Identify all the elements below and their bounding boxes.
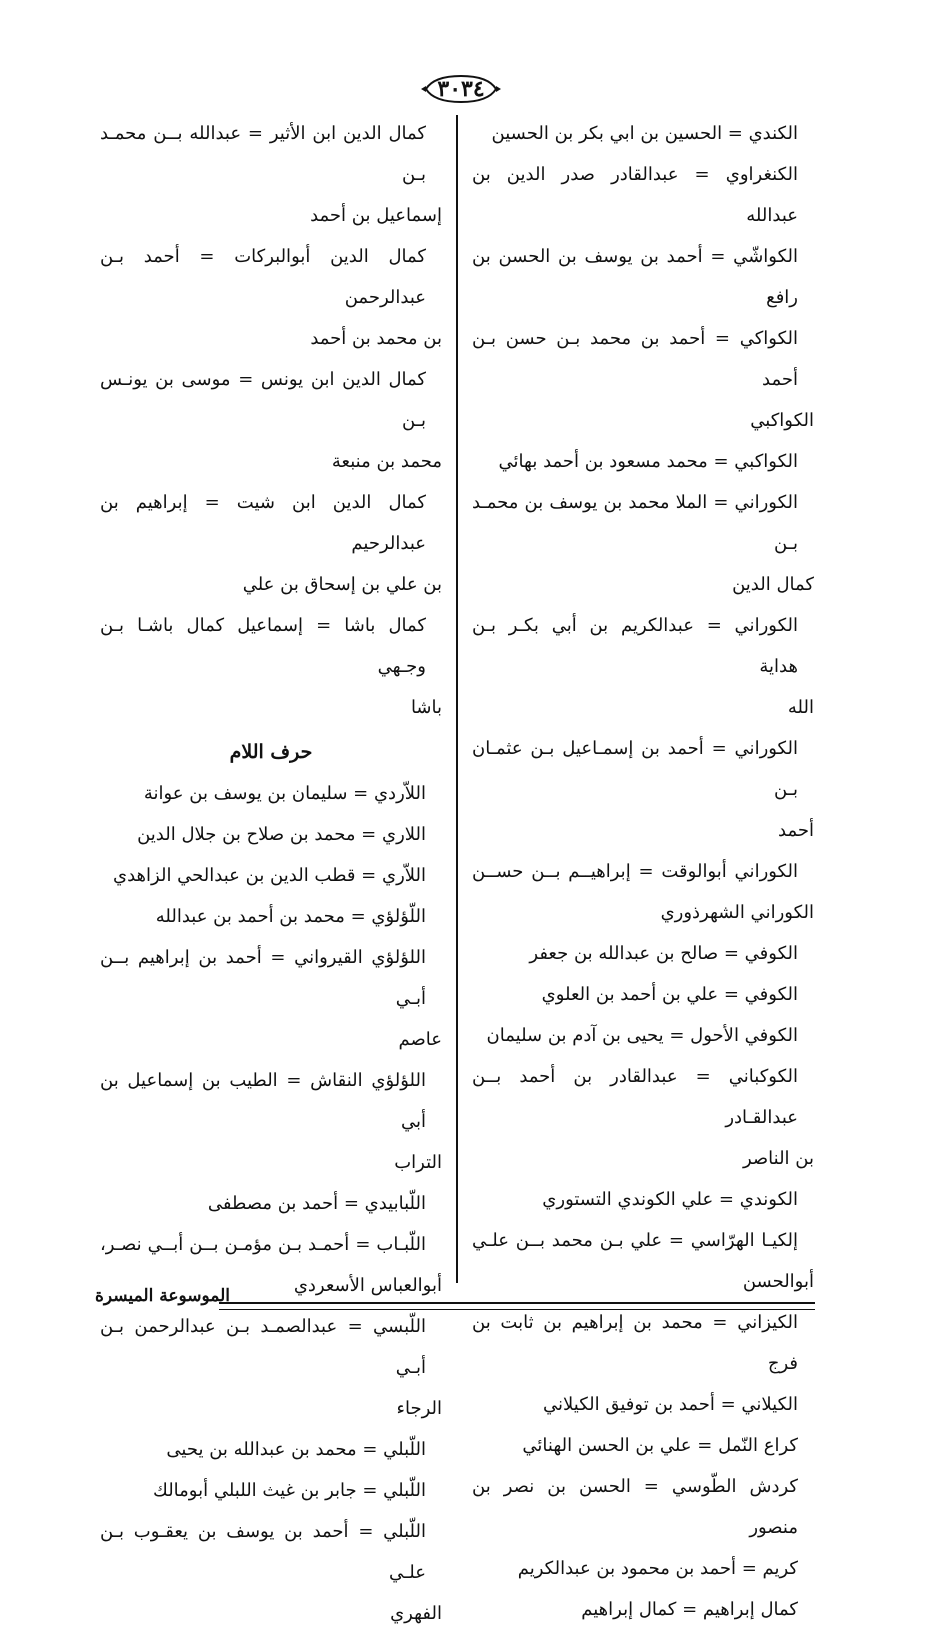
entry-continuation: كمال الدين [732,574,814,595]
entry-text: كمال الدين ابن يونس = موسى بن يونـس بـن [100,369,426,431]
entry [472,113,814,154]
entry [472,236,814,318]
footer [95,1286,815,1316]
entry-text: اللّبـاب = أحمـد بـن مؤمـن بــن أبــي نصـر، [100,1234,426,1255]
entry [472,933,814,974]
entry-text: إلكيـا الهرّاسي = علي بـن محمد بــن علـي [472,1230,798,1251]
entry-continuation: الكواكبي [750,410,814,431]
entry [472,1466,814,1548]
entry [472,1425,814,1466]
entry-text: كمال إبراهيم = كمال إبراهيم [581,1599,798,1620]
entry-continuation: أبوالحسن [742,1271,814,1292]
entry [100,814,442,855]
entry-continuation: أبوالعباس الأسعردي [293,1275,442,1296]
entry [472,1384,814,1425]
entry-text: الكوفي الأحول = يحيى بن آدم بن سليمان [486,1025,798,1046]
entry [472,974,814,1015]
entry-text: كمال الدين أبوالبركات = أحمد بـن عبدالرحمن [100,246,426,308]
entry-text: اللاّري = قطب الدين بن عبدالحي الزاهدي [113,865,426,886]
entry [100,1306,442,1429]
entry [472,1179,814,1220]
entry-text: كمال الدين ابن الأثير = عبدالله بــن محمـد بـن [100,123,426,185]
entry [100,773,442,814]
entry-text: الكواكي = أحمد بن محمد بـن حسن بـن أحمد [472,328,798,390]
entry-continuation: الكوراني الشهرذوري [660,902,814,923]
entry [100,1511,442,1634]
entry [100,1183,442,1224]
entry-text: الكوندي = علي الكوندي التستوري [542,1189,798,1210]
entry [472,605,814,728]
entry-text: كريم = أحمد بن محمود بن عبدالكريم [517,1558,798,1579]
entry-continuation: إسماعيل بن أحمد [310,205,442,226]
entry-text: اللاّردي = سليمان بن يوسف بن عوانة [143,783,426,804]
entry [472,1015,814,1056]
entry-text: كردش الطّوسي = الحسن بن نصر بن منصور [472,1476,798,1538]
entry-text: الكوفي = صالح بن عبدالله بن جعفر [529,943,798,964]
footer-title: الموسوعة الميسرة [95,1286,231,1306]
entry [472,851,814,933]
entry-text: اللاري = محمد بن صلاح بن جلال الدين [137,824,426,845]
entry-text: الكواشّي = أحمد بن يوسف بن الحسن بن رافع [472,246,798,308]
entry [472,1056,814,1179]
entry [100,605,442,728]
entry-continuation: محمد بن منبعة [331,451,442,472]
entry-continuation: الله [787,697,814,718]
entry-text: اللّبابيدي = أحمد بن مصطفى [207,1193,426,1214]
entry [100,113,442,236]
left-column-entries-after [100,773,442,1634]
entry-continuation: أحمد [778,820,814,841]
entry-text: الكنغراوي = عبدالقادر صدر الدين بن عبدالله [472,164,798,226]
entry [100,1429,442,1470]
entry-text: الكندي = الحسين بن ابي بكر بن الحسين [491,123,798,144]
footer-rule [219,1302,815,1310]
entry-text: كراع النّمل = علي بن الحسن الهنائي [522,1435,798,1456]
entry-text: الكواكبي = محمد مسعود بن أحمد بهائي [498,451,798,472]
entry-text: الكيزاني = محمد بن إبراهيم بن ثابت بن فرج [472,1312,798,1374]
entry-text: الكوراني = عبدالكريم بن أبي بكـر بـن هداية [472,615,798,677]
entry-text: اللّبلي = جابر بن غيث اللبلي أبومالك [153,1480,426,1501]
page-number-text: ٣٠٣٤ [437,76,485,102]
entry-continuation: باشا [410,697,442,718]
entry [100,896,442,937]
entry [100,236,442,359]
entry-text: كمال الدين ابن شيت = إبراهيم بن عبدالرحيم [100,492,426,554]
entry [100,1060,442,1183]
section-heading: حرف اللام [229,741,313,763]
entry-text: اللّبسي = عبدالصمـد بـن عبدالرحمن بـن أبـي [100,1316,426,1378]
entry-continuation: بن علي بن إسحاق بن علي [242,574,442,595]
entry [100,855,442,896]
entry [472,1548,814,1589]
page-number [420,72,502,106]
left-column-entries-before [100,113,442,728]
left-column [100,113,442,1634]
entry-continuation: بن محمد بن أحمد [310,328,442,349]
entry-text: كمال باشا = إسماعيل كمال باشـا بـن وجـهي [100,615,426,677]
entry-text: اللّبلي = أحمد بن يوسف بن يعقـوب بـن علـي [100,1521,426,1583]
entry [472,1589,814,1630]
entry [100,937,442,1060]
entry [100,482,442,605]
entry-text: اللّبلي = محمد بن عبدالله بن يحيى [166,1439,426,1460]
entry [472,154,814,236]
entry-continuation: عاصم [398,1029,442,1050]
entry-continuation: بن الناصر [742,1148,814,1169]
entry-text: اللؤلؤي القيرواني = أحمد بن إبراهيم بــن أبـي [100,947,426,1009]
entry [100,1470,442,1511]
entry-continuation: الرجاء [396,1398,442,1419]
column-divider [456,115,458,1283]
entry-continuation: التراب [394,1152,442,1173]
entry [472,482,814,605]
entry [472,318,814,441]
right-column [472,113,814,1630]
entry-text: اللؤلؤي النقاش = الطيب بن إسماعيل بن أبي [100,1070,426,1132]
entry-text: الكوراني = أحمد بن إسمـاعيل بـن عثمـان بـن [472,738,798,800]
entry-text: الكوكباني = عبدالقادر بن أحمد بــن عبدالقـادر [472,1066,798,1128]
entry [472,728,814,851]
entry-text: الكوراني = الملا محمد بن يوسف بن محمـد بـن [472,492,798,554]
entry-text: الكوفي = علي بن أحمد بن العلوي [541,984,798,1005]
entry [100,359,442,482]
entry [472,441,814,482]
entry-text: الكوراني أبوالوقت = إبراهيــم بــن حســن [472,861,798,882]
entry-text: اللّؤلؤي = محمد بن أحمد بن عبدالله [155,906,426,927]
entry-continuation: الفهري [390,1603,442,1624]
entry-text: الكيلاني = أحمد بن توفيق الكيلاني [543,1394,798,1415]
